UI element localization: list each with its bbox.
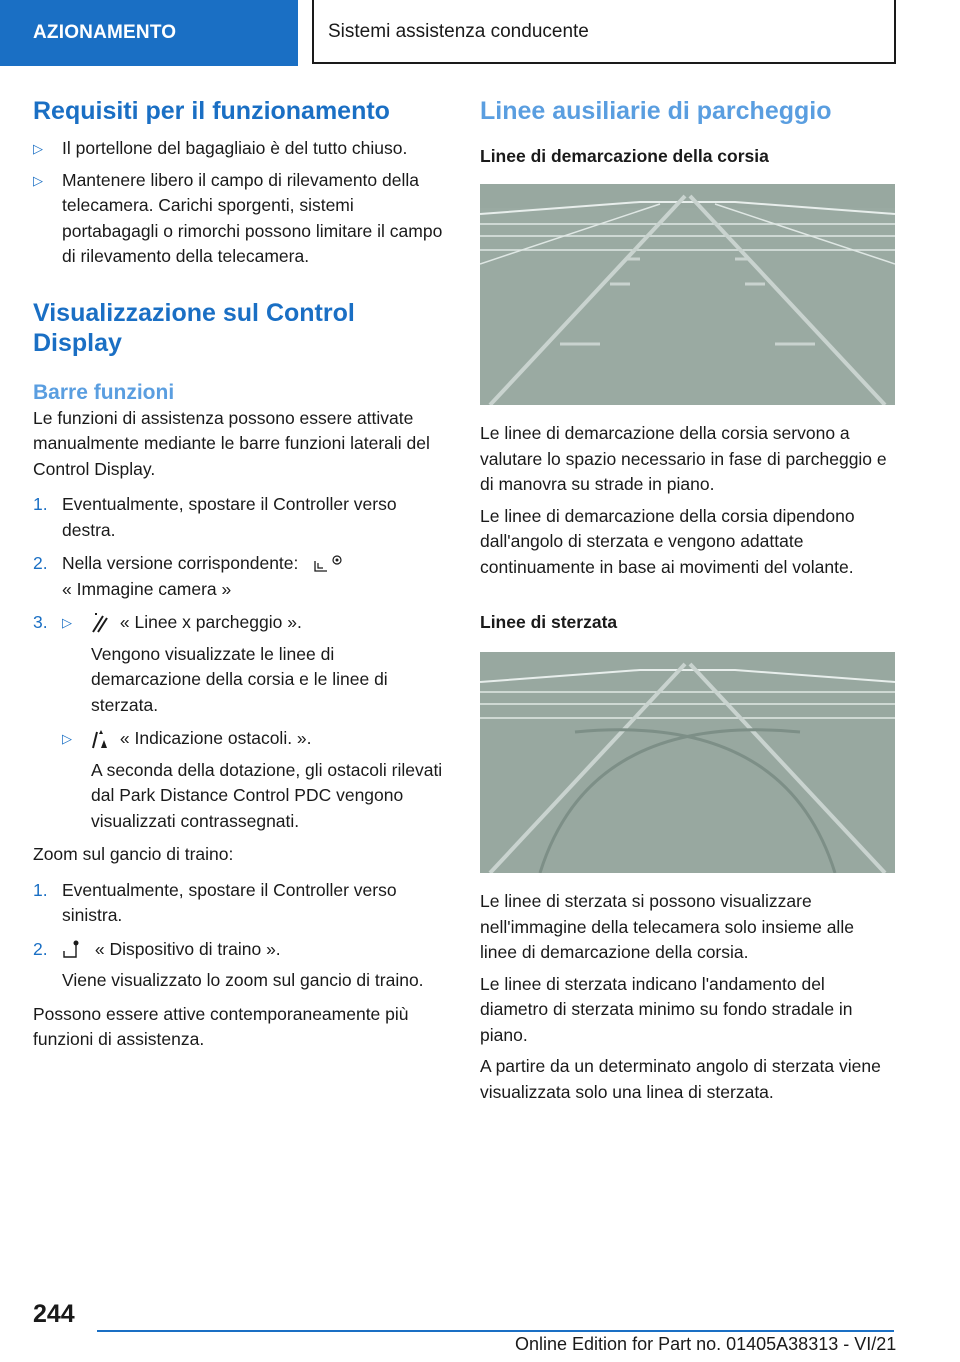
requisiti-title: Requisiti per il funzionamento: [33, 97, 390, 125]
requisiti-item: ▷ Il portellone del bagagliaio è del tutto chiuso.: [33, 136, 448, 162]
triangle-bullet-icon: ▷: [62, 615, 72, 630]
triangle-bullet-icon: ▷: [33, 172, 43, 188]
page-number: 244: [33, 1300, 75, 1328]
sub-item-desc: Vengono visualizzate le linee di demarcazione della corsia e le linee di sterzata.: [91, 643, 388, 715]
lane-paragraph: Le linee di demarcazione della corsia servono a valutare lo spazio necessario in fase di parcheggio e di manovra su strade in piano.: [480, 423, 887, 494]
footer-divider: [97, 1330, 894, 1332]
zoom-step: 2. « Dispositivo di traino ».: [33, 937, 448, 963]
section-tab: AZIONAMENTO: [0, 0, 298, 66]
steer-paragraph: A partire da un determinato angolo di sterzata viene visualizzata solo una linea di sterzata.: [480, 1056, 881, 1102]
steer-heading: Linee di sterzata: [480, 612, 618, 632]
chapter-title: Sistemi assistenza conducente: [312, 0, 896, 64]
barre-title: Barre funzioni: [33, 380, 175, 404]
sub-item-desc: A seconda della dotazione, gli ostacoli rilevati dal Park Distance Control PDC vengono visualizzati contrassegnati.: [91, 759, 443, 831]
steering-lines-figure: [480, 652, 895, 873]
step-item: 2. Nella versione corrispondente: « Immagine camera »: [33, 551, 448, 602]
triangle-bullet-icon: ▷: [33, 141, 43, 156]
obstacle-indicator-icon: [91, 728, 109, 750]
lane-lines-figure: [480, 184, 895, 405]
zoom-intro: Zoom sul gancio di traino:: [33, 844, 234, 864]
left-column: [33, 96, 448, 1053]
camera-settings-icon: [311, 553, 345, 575]
step-item: 1. Eventualmente, spostare il Controller verso destra.: [33, 494, 397, 540]
barre-intro: Le funzioni di assistenza possono essere attivate manualmente mediante le barre funzioni laterali del Control Display.: [33, 407, 430, 479]
page-header: [0, 0, 960, 66]
right-column: [480, 96, 895, 1105]
linee-title: Linee ausiliarie di parcheggio: [480, 97, 832, 125]
visualizzazione-title: Visualizzazione sul Control Display: [33, 298, 355, 357]
closing-text: Possono essere attive contemporaneamente più funzioni di assistenza.: [33, 1003, 409, 1049]
zoom-step: 1. Eventualmente, spostare il Controller verso sinistra.: [33, 879, 397, 925]
triangle-bullet-icon: ▷: [62, 731, 72, 746]
tow-hitch-icon: [62, 939, 84, 961]
requisiti-item: ▷ Mantenere libero il campo di rilevamento della telecamera. Carichi sporgenti, sistemi portabagagli o rimorchi possono limitare il campo di rilevamento della telecamera.: [33, 168, 448, 270]
lane-heading: Linee di demarcazione della corsia: [480, 146, 769, 166]
steer-paragraph: Le linee di sterzata indicano l'andamento del diametro di sterzata minimo su fondo stradale in piano.: [480, 973, 853, 1045]
sub-item: ▷ « Indicazione ostacoli. ».: [62, 726, 448, 752]
edition-note: Online Edition for Part no. 01405A38313 - VI/21: [515, 1334, 897, 1354]
step-item: 3. ▷ « Linee x parcheggio ».: [33, 610, 448, 636]
steer-paragraph: Le linee di sterzata si possono visualizzare nell'immagine della telecamera solo insieme alle linee di demarcazione della corsia.: [480, 891, 854, 962]
parking-lines-icon: [91, 612, 109, 634]
zoom-step-desc: Viene visualizzato lo zoom sul gancio di traino.: [62, 970, 424, 990]
lane-paragraph: Le linee di demarcazione della corsia dipendono dall'angolo di sterzata e vengono adattate continuamente in base ai movimenti del volante.: [480, 505, 855, 577]
